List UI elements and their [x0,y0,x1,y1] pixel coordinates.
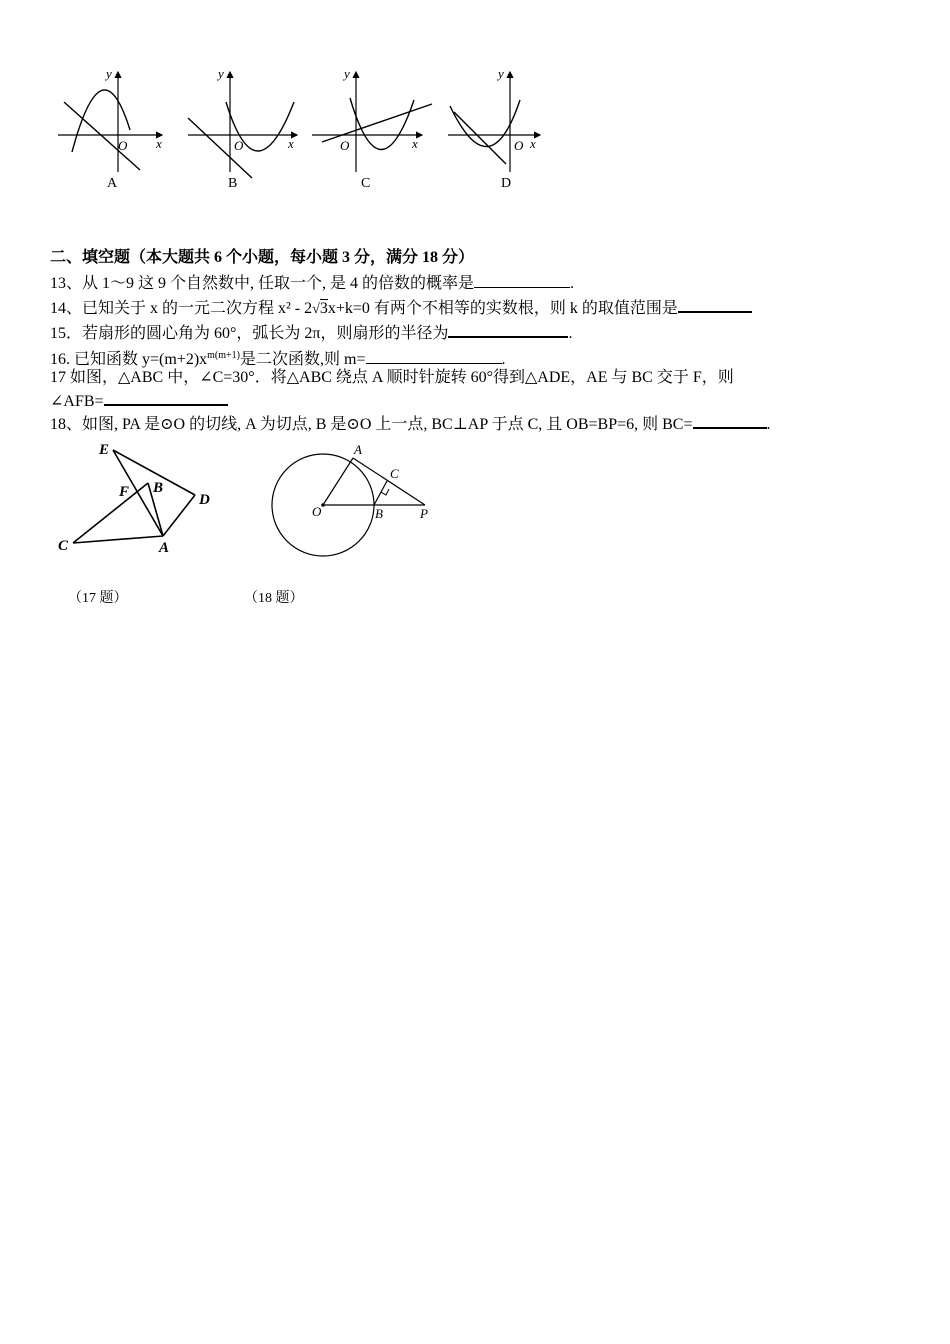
fig18-point-a: A [354,442,362,457]
q14-text-after: x+k=0 有两个不相等的实数根，则 k 的取值范围是 [327,300,678,317]
q13-end: . [570,275,575,292]
option-label-a: A [107,176,118,191]
graph-a-origin: O [118,138,128,153]
q17-answer-blank[interactable] [104,390,228,406]
graph-b [188,66,297,178]
q16-answer-blank[interactable] [366,349,502,364]
q18-answer-blank[interactable] [693,413,767,429]
fig18-line-bc [374,481,387,505]
graph-b-origin: O [234,138,244,153]
graph-d [448,66,540,172]
q13-text: 13、从 1～9 这 9 个自然数中, 任取一个, 是 4 的倍数的概率是 [50,275,475,292]
option-label-b: B [228,176,238,191]
question-18 [50,413,771,435]
fig18-point-p: P [420,506,428,521]
graph-d-origin: O [514,138,524,153]
graph-c-x-label: x [412,136,418,151]
fig17-line-da [163,495,195,536]
q17-line2-text: ∠AFB= [50,393,104,410]
q15-text: 15．若扇形的圆心角为 60°，弧长为 2π，则扇形的半径为 [50,325,449,342]
graph-c-y-label: y [344,66,350,81]
fig17-point-d: D [199,492,210,508]
graph-b-y-label: y [218,66,224,81]
option-label-c: C [361,176,371,191]
graph-a-line [64,102,140,170]
figure-17-caption: （17 题） [68,591,128,606]
section-title: 二、填空题（本大题共 6 个小题，每小题 3 分，满分 18 分） [50,249,475,266]
graph-a-y-label: y [106,66,112,81]
fig17-point-b: B [153,480,164,496]
fig18-point-b: B [375,506,383,521]
graph-a [58,66,162,172]
graph-d-x-label: x [530,136,536,151]
fig17-point-c: C [58,538,69,554]
figure-18-caption: （18 题） [244,591,304,606]
q16-end: . [501,351,506,368]
fig17-point-a: A [159,540,170,556]
fig18-point-c: C [390,466,399,481]
graph-d-line [454,112,506,164]
q15-answer-blank[interactable] [448,322,568,338]
q16-exponent: m(m+1) [207,350,241,361]
question-16 [50,346,506,370]
figure-17 [55,440,225,560]
q14-answer-blank[interactable] [678,297,752,313]
question-17-line-2 [50,390,228,412]
fig18-point-o: O [312,504,322,519]
graph-b-x-label: x [288,136,294,151]
figure-18 [270,440,440,560]
q16-text-before: 16. 已知函数 y=(m+2)x [50,351,208,368]
q14-sqrt-arg: 3 [319,300,328,317]
question-17-line-1: 17 如图，△ABC 中，∠C=30°．将△ABC 绕点 A 顺时针旋转 60°得到△ADE，AE 与 BC 交于 F，则 [50,369,734,386]
question-15 [50,322,572,344]
q14-text-before: 14、已知关于 x 的一元二次方程 x² - 2 [50,300,313,317]
q18-text: 18、如图, PA 是⊙O 的切线, A 为切点, B 是⊙O 上一点, BC⊥AP 于点 C, 且 OB=BP=6, 则 BC= [50,416,693,433]
fig18-center-dot [321,503,325,507]
question-13 [50,273,574,294]
q16-text-after: 是二次函数,则 m= [240,351,366,368]
graph-c-parabola [350,98,414,150]
fig18-line-ap [353,458,425,505]
fig17-line-cb [73,483,148,543]
q15-end: . [568,325,573,342]
q13-answer-blank[interactable] [474,273,570,288]
graphs-svg [50,60,550,200]
fig17-point-f: F [119,484,130,500]
graph-d-y-label: y [498,66,504,81]
graph-a-x-label: x [156,136,162,151]
sqrt-sign-icon: √ [312,302,320,317]
fig17-line-ca [73,536,163,543]
graph-c-origin: O [340,138,350,153]
question-14 [50,297,752,320]
graph-c [312,66,432,172]
option-label-d: D [501,176,512,191]
fig18-line-oa [323,458,353,505]
fig17-point-e: E [99,442,110,458]
q18-end: . [766,416,771,433]
